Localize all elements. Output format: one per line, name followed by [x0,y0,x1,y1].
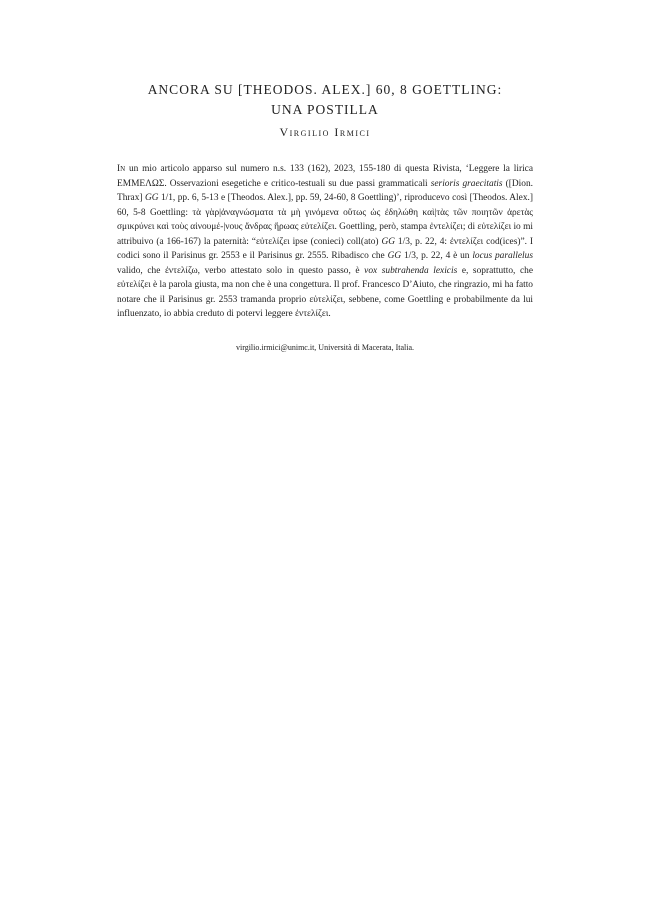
article-body [117,162,533,322]
body-segment: valido, che ἐντελίζω, verbo attestato solo in questo passo, è [117,265,365,276]
article-title [0,80,650,120]
body-italic: GG [381,236,396,247]
body-italic: GG [387,251,402,262]
body-italic: vox subtrahenda lexicis [364,265,458,276]
body-segment: 1/1, pp. 6, 5-13 e [Theodos. Alex.], pp. 59, 24-60, 8 Goettling)’, riproducevo così [Theodos. Alex.] 60, 5-8 Goettling: τὰ γὰρ|ἀναγνώσματα τὰ μὴ γινόμενα οὕτως ὡς ἐδηλώθη καὶ|τὰς τῶν ποιητῶν ἀρετὰς σμικρύνει καὶ τοὺς αἰνουμέ-|νους ἄνδρας ἥρωας εὐτελίζει. Goettling, però, stampa ἐντελίζει; di εὐτελίζει io mi attribuivo (a 166-167) la paternità: “εὐτελίζει ipse (conieci) coll(ato) [117,193,533,247]
body-segment: 1/3, p. 22, 4: ἐντελίζει cod(ices)”. I codici sono il Parisinus gr. 2553 e il Parisinus gr. 2555. Ribadisco che [117,236,534,262]
body-segment: 1/3, p. 22, 4 è un [401,251,473,262]
body-initial-word: In [117,164,126,174]
title-line-1: ANCORA SU [THEODOS. ALEX.] 60, 8 GOETTLING: [147,82,503,97]
title-line-2: UNA POSTILLA [271,102,379,117]
body-paragraph [117,162,533,322]
body-italic: GG [144,193,159,204]
author-affiliation: virgilio.irmici@unimc.it, Università di Macerata, Italia. [235,343,415,352]
body-italic: locus parallelus [472,251,533,262]
body-segment: . Osservazioni esegetiche e critico-testuali su due passi grammaticali [164,178,431,189]
body-italic: serioris graecitatis [430,178,503,189]
body-segment: ([Dion. Thrax] [117,178,533,204]
author-name: Virgilio Irmici [279,125,371,139]
body-segment: un mio articolo apparso sul numero n.s. 133 (162), 2023, 155-180 di questa Rivista, ‘Leggere la lirica [125,164,533,174]
body-segment: e, soprattutto, che εὐτελίζει è la parola giusta, ma non che è una congettura. Il prof. Francesco D’Aiuto, che ringrazio, mi ha fatto notare che il Parisinus gr. 2553 tramanda proprio εὐτελίζει, sebbene, come Goettling e probabilmente da lui influenzato, io abbia creduto di potervi leggere ἐντελίζει. [117,265,533,320]
body-greek-smallcaps: ΕΜΜΕΛΩΣ [117,178,165,189]
